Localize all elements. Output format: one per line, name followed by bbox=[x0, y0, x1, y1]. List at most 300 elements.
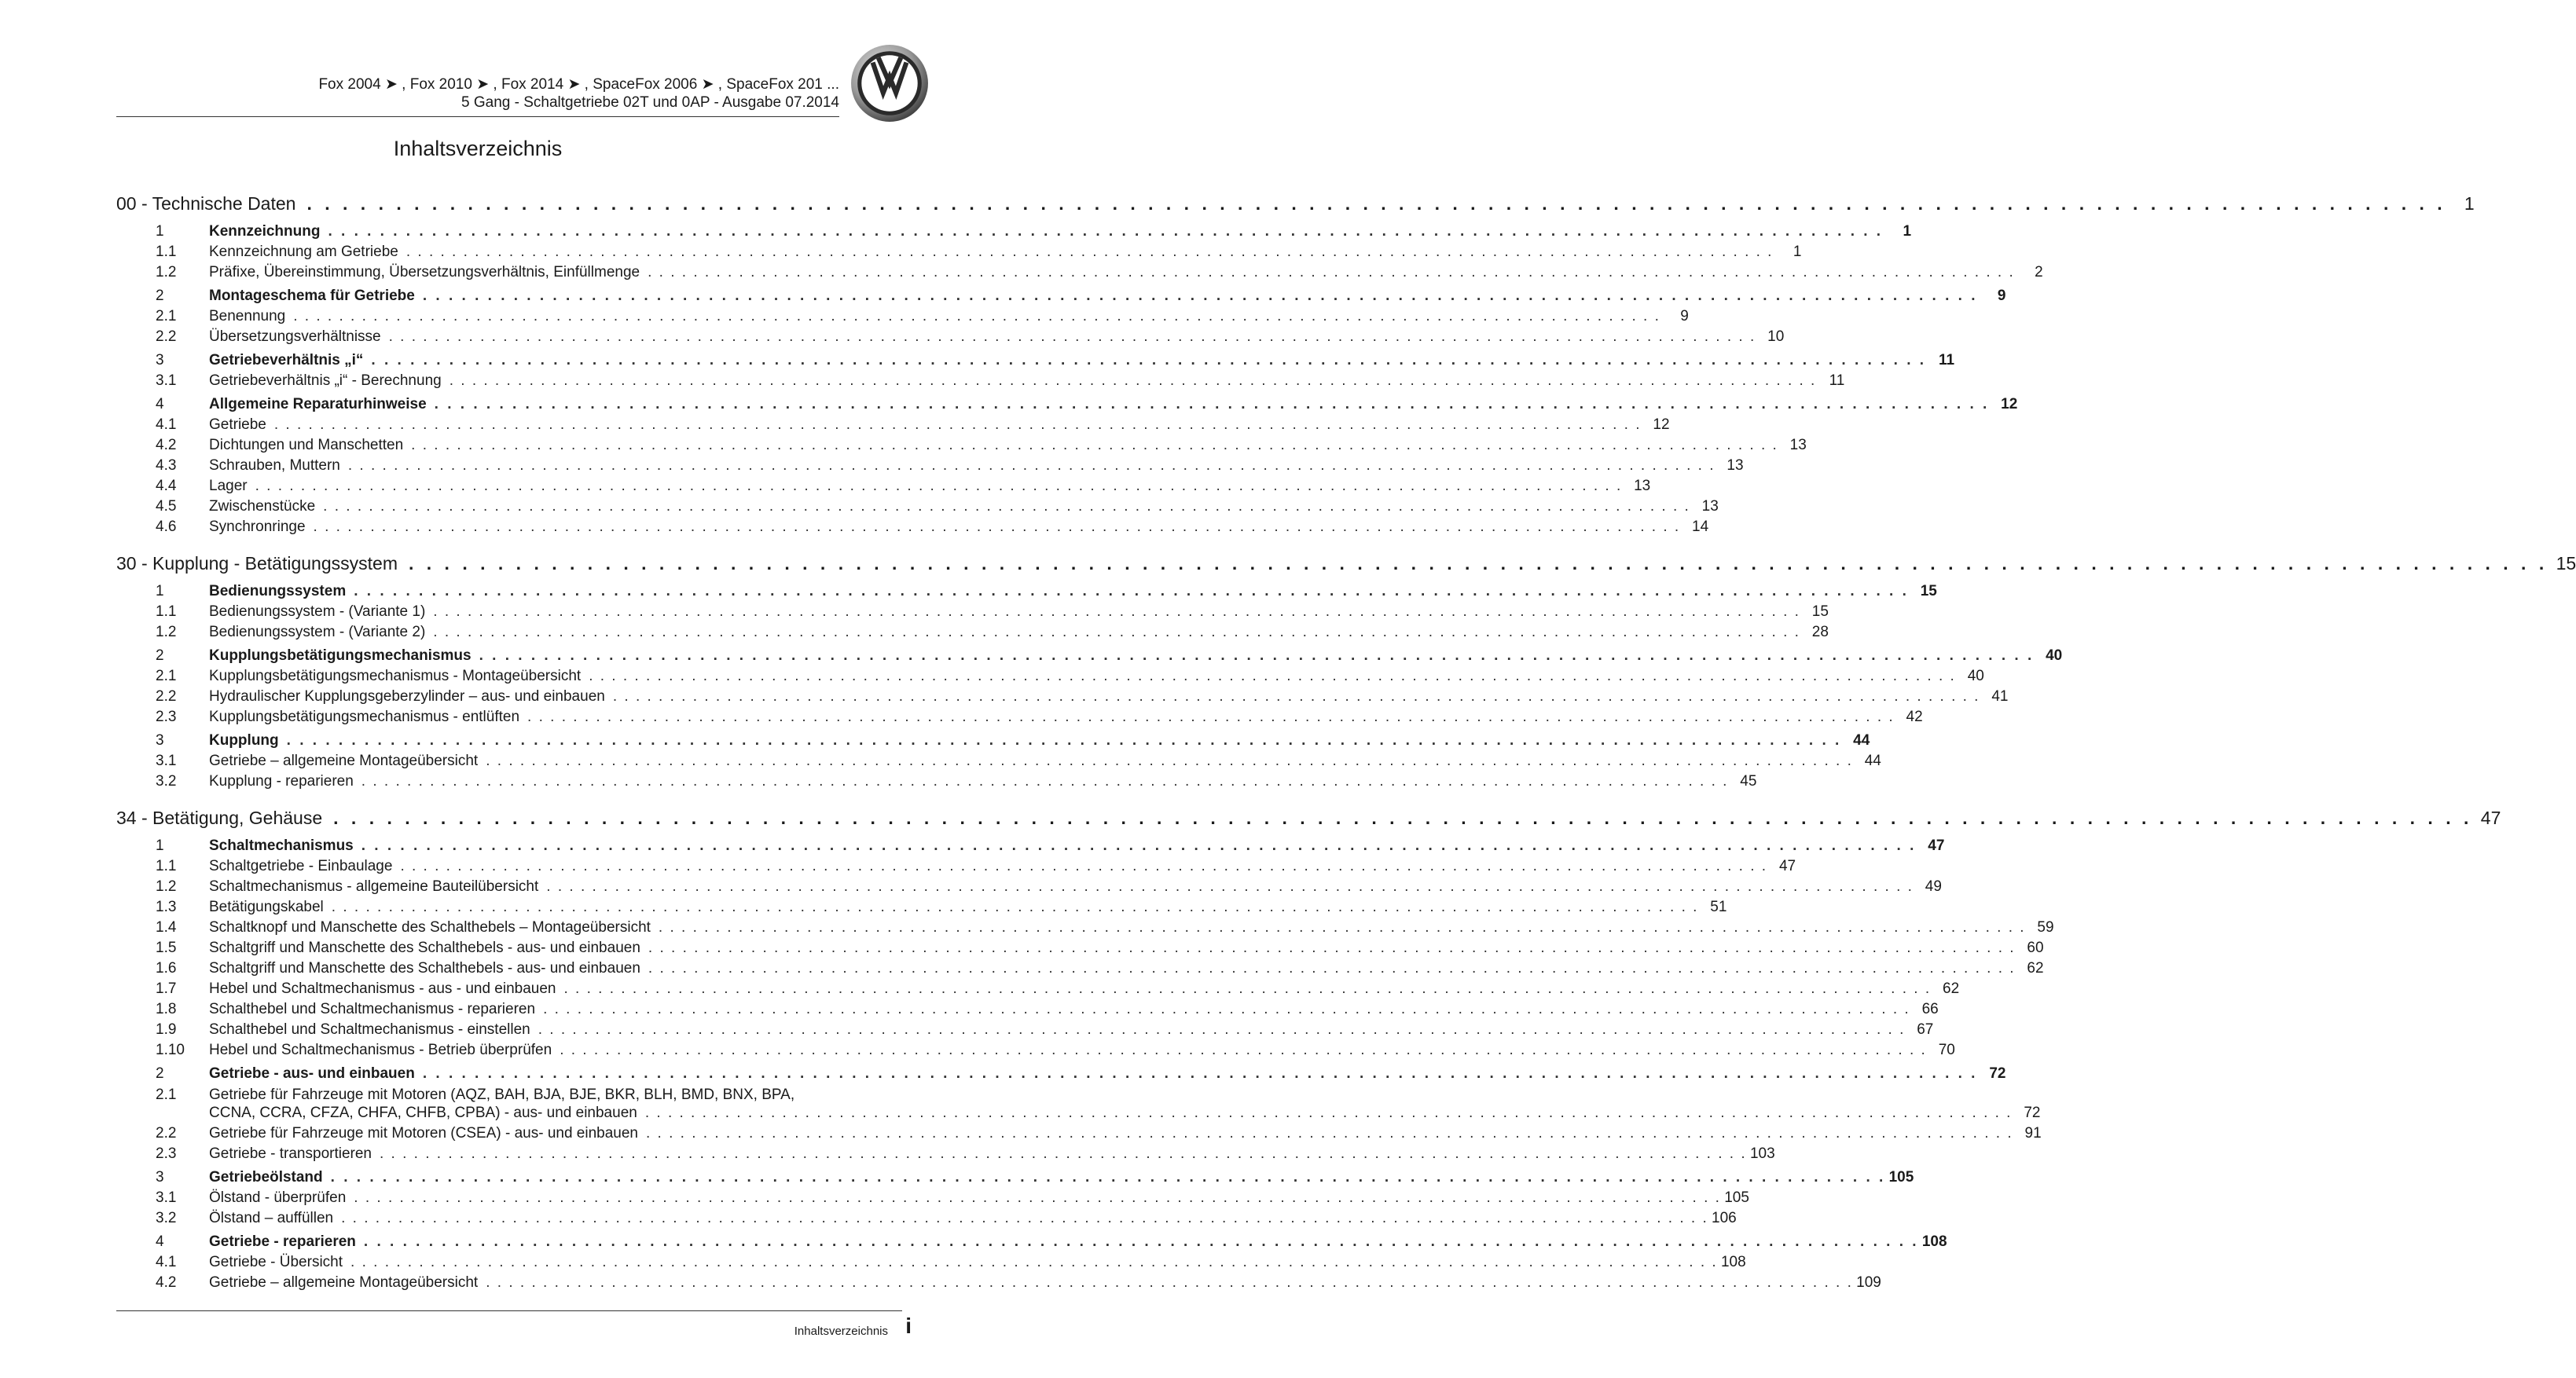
toc-entry[interactable] bbox=[116, 771, 1757, 792]
toc-chapter-line bbox=[116, 190, 2475, 217]
toc-entry-number: 4.2 bbox=[156, 437, 177, 453]
toc-section-page: 44 bbox=[1853, 732, 1870, 749]
toc-section[interactable] bbox=[116, 394, 2018, 415]
toc-entry-number: 3.1 bbox=[156, 1189, 177, 1206]
toc-entry-line bbox=[209, 497, 1719, 517]
dot-leader: . . . . . . . . . . . . . . . . . . . . . . . . . . . . . . . . . . . . . . . . . . . . . . . . . . . . . . . . . . . . . . . . . . . . . . . . . . . . . . . . . . . . . . . . . . . . . . . . . . . . . . . . . . . . . . . . . . . . . . . . bbox=[648, 940, 2016, 956]
dot-leader: . . . . . . . . . . . . . . . . . . . . . . . . . . . . . . . . . . . . . . . . . . . . . . . . . . . . . . . . . . . . . . . . . . . . . . . . . . . . . . . . . . . . . . . . . . . . . . . . . . . . . . . . . . . . . . . . . . . . . . . . bbox=[333, 808, 2473, 828]
toc-entry-number: 3.2 bbox=[156, 773, 177, 790]
toc-entry-title: Dichtungen und Manschetten bbox=[209, 437, 404, 453]
toc-entry-line bbox=[209, 517, 1709, 537]
toc-entry-title: Schalthebel und Schaltmechanismus - reparieren bbox=[209, 1001, 536, 1017]
toc-entry-title: Kupplungsbetätigungsmechanismus - Montageübersicht bbox=[209, 668, 582, 684]
toc-section-page: 40 bbox=[2046, 647, 2063, 664]
toc-entry[interactable] bbox=[116, 1144, 1775, 1164]
toc-entry[interactable] bbox=[116, 242, 1802, 262]
dot-leader: . . . . . . . . . . . . . . . . . . . . . . . . . . . . . . . . . . . . . . . . . . . . . . . . . . . . . . . . . . . . . . . . . . . . . . . . . . . . . . . . . . . . . . . . . . . . . . . . . . . . . . . . . . . . . . . . . . . . . . . . bbox=[658, 919, 2026, 936]
toc-entry-line bbox=[209, 856, 1796, 877]
dot-leader: . . . . . . . . . . . . . . . . . . . . . . . . . . . . . . . . . . . . . . . . . . . . . . . . . . . . . . . . . . . . . . . . . . . . . . . . . . . . . . . . . . . . . . . . . . . . . . . . . . . . . . . . . . . . . . . . . . . . . . . . bbox=[486, 753, 1853, 769]
toc-entry-page: 2 bbox=[2035, 264, 2043, 280]
dot-leader: . . . . . . . . . . . . . . . . . . . . . . . . . . . . . . . . . . . . . . . . . . . . . . . . . . . . . . . . . . . . . . . . . . . . . . . . . . . . . . . . . . . . . . . . . . . . . . . . . . . . . . . . . . . . . . . . . . . . . . . . bbox=[433, 624, 1800, 640]
toc-section-page: 9 bbox=[1997, 288, 2006, 304]
toc-section-page: 47 bbox=[1928, 837, 1945, 854]
toc-entry[interactable] bbox=[116, 979, 1960, 999]
header-rule bbox=[116, 116, 839, 117]
toc-entry-page: 62 bbox=[1943, 980, 1960, 997]
toc-entry-title: Schaltgetriebe - Einbaulage bbox=[209, 858, 393, 874]
toc-section-line bbox=[209, 731, 1870, 751]
dot-leader: . . . . . . . . . . . . . . . . . . . . . . . . . . . . . . . . . . . . . . . . . . . . . . . . . . . . . . . . . . . . . . . . . . . . . . . . . . . . . . . . . . . . . . . . . . . . . . . . . . . . . . . . . . . . . . . . . . . . . . . . bbox=[354, 583, 1909, 599]
toc-entry[interactable] bbox=[116, 897, 1727, 918]
dot-leader: . . . . . . . . . . . . . . . . . . . . . . . . . . . . . . . . . . . . . . . . . . . . . . . . . . . . . . . . . . . . . . . . . . . . . . . . . . . . . . . . . . . . . . . . . . . . . . . . . . . . . . . . . . . . . . . . . . . . . . . . bbox=[449, 372, 1817, 389]
dot-leader: . . . . . . . . . . . . . . . . . . . . . . . . . . . . . . . . . . . . . . . . . . . . . . . . . . . . . . . . . . . . . . . . . . . . . . . . . . . . . . . . . . . . . . . . . . . . . . . . . . . . . . . . . . . . . . . . . . . . . . . . bbox=[648, 960, 2016, 977]
toc-entry[interactable] bbox=[116, 1123, 2042, 1144]
toc-entry[interactable] bbox=[116, 856, 1796, 877]
toc-chapter[interactable] bbox=[116, 801, 2501, 836]
page-title: Inhaltsverzeichnis bbox=[393, 137, 563, 160]
toc-entry-line bbox=[209, 306, 1689, 327]
toc-entry-page: 11 bbox=[1829, 372, 1845, 389]
toc-entry-line bbox=[209, 1086, 2041, 1122]
toc-section[interactable] bbox=[116, 1232, 1947, 1252]
toc-entry-line bbox=[209, 687, 2009, 707]
toc-entry-line bbox=[209, 897, 1727, 918]
toc-section-title: Kupplung bbox=[209, 732, 279, 749]
toc-chapter[interactable] bbox=[116, 547, 2576, 581]
toc-entry-number: 4.6 bbox=[156, 519, 177, 535]
dot-leader: . . . . . . . . . . . . . . . . . . . . . . . . . . . . . . . . . . . . . . . . . . . . . . . . . . . . . . . . . . . . . . . . . . . . . . . . . . . . . . . . . . . . . . . . . . . . . . . . . . . . . . . . . . . . . . . . . . . . . . . . bbox=[411, 437, 1778, 453]
dot-leader: . . . . . . . . . . . . . . . . . . . . . . . . . . . . . . . . . . . . . . . . . . . . . . . . . . . . . . . . . . . . . . . . . . . . . . . . . . . . . . . . . . . . . . . . . . . . . . . . . . . . . . . . . . . . . . . . . . . . . . . . bbox=[527, 709, 1895, 725]
dot-leader: . . . . . . . . . . . . . . . . . . . . . . . . . . . . . . . . . . . . . . . . . . . . . . . . . . . . . . . . . . . . . . . . . . . . . . . . . . . . . . . . . . . . . . . . . . . . . . . . . . . . . . . . . . . . . . . . . . . . . . . . bbox=[331, 899, 1699, 915]
toc-entry-page: 42 bbox=[1906, 709, 1923, 725]
toc-section[interactable] bbox=[116, 836, 1945, 856]
dot-leader: . . . . . . . . . . . . . . . . . . . . . . . . . . . . . . . . . . . . . . . . . . . . . . . . . . . . . . . . . . . . . . . . . . . . . . . . . . . . . . . . . . . . . . . . . . . . . . . . . . . . . . . . . . . . . . . . . . . . . . . . bbox=[341, 1210, 1708, 1226]
toc-entry-number: 1.9 bbox=[156, 1021, 177, 1038]
toc-section-page: 12 bbox=[2001, 396, 2018, 412]
dot-leader: . . . . . . . . . . . . . . . . . . . . . . . . . . . . . . . . . . . . . . . . . . . . . . . . . . . . . . . . . . . . . . . . . . . . . . . . . . . . . . . . . . . . . . . . . . . . . . . . . . . . . . . . . . . . . . . . . . . . . . . . bbox=[361, 773, 1729, 790]
toc-section-number: 1 bbox=[156, 837, 164, 854]
toc-section-title: Schaltmechanismus bbox=[209, 837, 354, 854]
toc-section-page: 108 bbox=[1921, 1233, 1947, 1250]
toc-entry-title: Lager bbox=[209, 478, 248, 494]
toc-entry-title: Kennzeichnung am Getriebe bbox=[209, 244, 398, 260]
toc-entry-line bbox=[209, 958, 2044, 979]
toc-entry-number: 3.1 bbox=[156, 753, 177, 769]
toc-entry-page: 13 bbox=[1789, 437, 1807, 453]
toc-entry-number: 4.4 bbox=[156, 478, 177, 494]
toc-entry-number: 1.6 bbox=[156, 960, 177, 977]
toc-section-number: 4 bbox=[156, 396, 164, 412]
toc-entry-number: 4.3 bbox=[156, 457, 177, 474]
toc-entry[interactable] bbox=[116, 707, 1923, 727]
toc-entry-page: 109 bbox=[1856, 1274, 1881, 1291]
dot-leader: . . . . . . . . . . . . . . . . . . . . . . . . . . . . . . . . . . . . . . . . . . . . . . . . . . . . . . . . . . . . . . . . . . . . . . . . . . . . . . . . . . . . . . . . . . . . . . . . . . . . . . . . . . . . . . . . . . . . . . . . bbox=[306, 193, 2446, 214]
toc-chapter-title: 34 - Betätigung, Gehäuse bbox=[116, 808, 323, 828]
dot-leader: . . . . . . . . . . . . . . . . . . . . . . . . . . . . . . . . . . . . . . . . . . . . . . . . . . . . . . . . . . . . . . . . . . . . . . . . . . . . . . . . . . . . . . . . . . . . . . . . . . . . . . . . . . . . . . . . . . . . . . . . bbox=[380, 1145, 1747, 1162]
toc-entry-number: 1.2 bbox=[156, 624, 177, 640]
toc-section-line bbox=[209, 286, 2006, 306]
toc-entry-title: Schaltknopf und Manschette des Schalthebels – Montageübersicht bbox=[209, 919, 651, 936]
toc-entry-line bbox=[209, 1273, 1881, 1293]
toc-entry-page: 12 bbox=[1653, 416, 1670, 433]
toc-entry[interactable] bbox=[116, 687, 2009, 707]
dot-leader: . . . . . . . . . . . . . . . . . . . . . . . . . . . . . . . . . . . . . . . . . . . . . . . . . . . . . . . . . . . . . . . . . . . . . . . . . . . . . . . . . . . . . . . . . . . . . . . . . . . . . . . . . . . . . . . . . . . . . . . . bbox=[330, 1169, 1886, 1186]
dot-leader: . . . . . . . . . . . . . . . . . . . . . . . . . . . . . . . . . . . . . . . . . . . . . . . . . . . . . . . . . . . . . . . . . . . . . . . . . . . . . . . . . . . . . . . . . . . . . . . . . . . . . . . . . . . . . . . . . . . . . . . . bbox=[400, 858, 1768, 874]
footer-page-number: i bbox=[905, 1314, 912, 1338]
toc-chapter-line bbox=[116, 550, 2576, 577]
toc-entry-line bbox=[209, 1208, 1737, 1229]
toc-entry-number: 2.3 bbox=[156, 1145, 177, 1162]
toc-entry-title-2: CCNA, CCRA, CFZA, CHFA, CHFB, CPBA) - aus- und einbauen bbox=[209, 1105, 637, 1121]
toc-entry-title: Schalthebel und Schaltmechanismus - einstellen bbox=[209, 1021, 530, 1038]
toc-entry-line bbox=[209, 751, 1881, 771]
dot-leader: . . . . . . . . . . . . . . . . . . . . . . . . . . . . . . . . . . . . . . . . . . . . . . . . . . . . . . . . . . . . . . . . . . . . . . . . . . . . . . . . . . . . . . . . . . . . . . . . . . . . . . . . . . . . . . . . . . . . . . . . bbox=[546, 878, 1914, 895]
toc-entry-line bbox=[209, 327, 1785, 347]
toc-section-page: 1 bbox=[1903, 223, 1912, 240]
toc-entry-page: 28 bbox=[1811, 624, 1829, 640]
dot-leader: . . . . . . . . . . . . . . . . . . . . . . . . . . . . . . . . . . . . . . . . . . . . . . . . . . . . . . . . . . . . . . . . . . . . . . . . . . . . . . . . . . . . . . . . . . . . . . . . . . . . . . . . . . . . . . . . . . . . . . . . bbox=[563, 980, 1932, 997]
toc-section-page: 72 bbox=[1989, 1065, 2006, 1082]
toc-section-page: 11 bbox=[1938, 352, 1955, 368]
toc-entry-line bbox=[209, 771, 1757, 792]
toc-chapter-line bbox=[116, 804, 2501, 831]
toc-section-number: 3 bbox=[156, 352, 164, 368]
toc-entry-page: 40 bbox=[1967, 668, 1984, 684]
dot-leader: . . . . . . . . . . . . . . . . . . . . . . . . . . . . . . . . . . . . . . . . . . . . . . . . . . . . . . . . . . . . . . . . . . . . . . . . . . . . . . . . . . . . . . . . . . . . . . . . . . . . . . . . . . . . . . . . . . . . . . . . bbox=[323, 498, 1690, 515]
dot-leader: . . . . . . . . . . . . . . . . . . . . . . . . . . . . . . . . . . . . . . . . . . . . . . . . . . . . . . . . . . . . . . . . . . . . . . . . . . . . . . . . . . . . . . . . . . . . . . . . . . . . . . . . . . . . . . . . . . . . . . . . bbox=[422, 288, 1978, 304]
toc-entry-line bbox=[209, 707, 1923, 727]
toc-entry-page: 47 bbox=[1778, 858, 1796, 874]
header-subtitle: 5 Gang - Schaltgetriebe 02T und 0AP - Ausgabe 07.2014 bbox=[461, 94, 839, 111]
toc-entry-title: Zwischenstücke bbox=[209, 498, 316, 515]
toc-entry[interactable] bbox=[116, 1208, 1737, 1229]
toc-entry-title: Betätigungskabel bbox=[209, 899, 324, 915]
toc-entry-number: 4.1 bbox=[156, 1254, 177, 1270]
toc-entry-number: 2.3 bbox=[156, 709, 177, 725]
toc-entry-number: 1.3 bbox=[156, 899, 177, 915]
toc-section[interactable] bbox=[116, 286, 2006, 306]
dot-leader: . . . . . . . . . . . . . . . . . . . . . . . . . . . . . . . . . . . . . . . . . . . . . . . . . . . . . . . . . . . . . . . . . . . . . . . . . . . . . . . . . . . . . . . . . . . . . . . . . . . . . . . . . . . . . . . . . . . . . . . . bbox=[350, 1254, 1718, 1270]
dot-leader: . . . . . . . . . . . . . . . . . . . . . . . . . . . . . . . . . . . . . . . . . . . . . . . . . . . . . . . . . . . . . . . . . . . . . . . . . . . . . . . . . . . . . . . . . . . . . . . . . . . . . . . . . . . . . . . . . . . . . . . . bbox=[434, 396, 1990, 412]
toc-entry-number: 1.1 bbox=[156, 858, 177, 874]
toc-entry-title: Getriebe – allgemeine Montageübersicht bbox=[209, 753, 479, 769]
dot-leader: . . . . . . . . . . . . . . . . . . . . . . . . . . . . . . . . . . . . . . . . . . . . . . . . . . . . . . . . . . . . . . . . . . . . . . . . . . . . . . . . . . . . . . . . . . . . . . . . . . . . . . . . . . . . . . . . . . . . . . . . bbox=[408, 553, 2548, 574]
dot-leader: . . . . . . . . . . . . . . . . . . . . . . . . . . . . . . . . . . . . . . . . . . . . . . . . . . . . . . . . . . . . . . . . . . . . . . . . . . . . . . . . . . . . . . . . . . . . . . . . . . . . . . . . . . . . . . . . . . . . . . . . bbox=[361, 837, 1917, 854]
toc-entry-page: 9 bbox=[1680, 308, 1689, 324]
toc-entry-number: 4.5 bbox=[156, 498, 177, 515]
toc-entry-page: 13 bbox=[1634, 478, 1651, 494]
dot-leader: . . . . . . . . . . . . . . . . . . . . . . . . . . . . . . . . . . . . . . . . . . . . . . . . . . . . . . . . . . . . . . . . . . . . . . . . . . . . . . . . . . . . . . . . . . . . . . . . . . . . . . . . . . . . . . . . . . . . . . . . bbox=[328, 223, 1884, 240]
toc-entry-page: 51 bbox=[1710, 899, 1727, 915]
footer-rule bbox=[116, 1310, 902, 1311]
toc-entry-title: Hydraulischer Kupplungsgeberzylinder – aus- und einbauen bbox=[209, 688, 605, 705]
footer-label: Inhaltsverzeichnis bbox=[794, 1325, 888, 1338]
toc-section-title: Getriebeverhältnis „i“ bbox=[209, 352, 364, 368]
toc-section-line bbox=[209, 394, 2018, 415]
toc-entry-title: Getriebeverhältnis „i“ - Berechnung bbox=[209, 372, 442, 389]
toc-entry-page: 14 bbox=[1692, 519, 1709, 535]
dot-leader: . . . . . . . . . . . . . . . . . . . . . . . . . . . . . . . . . . . . . . . . . . . . . . . . . . . . . . . . . . . . . . . . . . . . . . . . . . . . . . . . . . . . . . . . . . . . . . . . . . . . . . . . . . . . . . . . . . . . . . . . bbox=[255, 478, 1623, 494]
toc-entry-page: 10 bbox=[1767, 328, 1785, 345]
toc-entry[interactable] bbox=[116, 751, 1881, 771]
toc-entry-title: Hebel und Schaltmechanismus - Betrieb überprüfen bbox=[209, 1042, 552, 1058]
toc-section-number: 1 bbox=[156, 583, 164, 599]
dot-leader: . . . . . . . . . . . . . . . . . . . . . . . . . . . . . . . . . . . . . . . . . . . . . . . . . . . . . . . . . . . . . . . . . . . . . . . . . . . . . . . . . . . . . . . . . . . . . . . . . . . . . . . . . . . . . . . . . . . . . . . . bbox=[422, 1065, 1978, 1082]
dot-leader: . . . . . . . . . . . . . . . . . . . . . . . . . . . . . . . . . . . . . . . . . . . . . . . . . . . . . . . . . . . . . . . . . . . . . . . . . . . . . . . . . . . . . . . . . . . . . . . . . . . . . . . . . . . . . . . . . . . . . . . . bbox=[644, 1105, 2013, 1121]
toc-entry-line bbox=[209, 918, 2054, 938]
toc-entry-title: Ölstand - überprüfen bbox=[209, 1189, 347, 1206]
toc-entry-line bbox=[209, 262, 2043, 283]
toc-entry-title: Synchronringe bbox=[209, 519, 306, 535]
toc-section[interactable] bbox=[116, 731, 1870, 751]
toc-entry-title: Kupplungsbetätigungsmechanismus - entlüften bbox=[209, 709, 520, 725]
dot-leader: . . . . . . . . . . . . . . . . . . . . . . . . . . . . . . . . . . . . . . . . . . . . . . . . . . . . . . . . . . . . . . . . . . . . . . . . . . . . . . . . . . . . . . . . . . . . . . . . . . . . . . . . . . . . . . . . . . . . . . . . bbox=[538, 1021, 1906, 1038]
toc-entry-title: Schaltmechanismus - allgemeine Bauteilübersicht bbox=[209, 878, 539, 895]
dot-leader: . . . . . . . . . . . . . . . . . . . . . . . . . . . . . . . . . . . . . . . . . . . . . . . . . . . . . . . . . . . . . . . . . . . . . . . . . . . . . . . . . . . . . . . . . . . . . . . . . . . . . . . . . . . . . . . . . . . . . . . . bbox=[405, 244, 1774, 260]
toc-entry-line bbox=[209, 415, 1670, 435]
toc-entry[interactable] bbox=[116, 1188, 1749, 1208]
dot-leader: . . . . . . . . . . . . . . . . . . . . . . . . . . . . . . . . . . . . . . . . . . . . . . . . . . . . . . . . . . . . . . . . . . . . . . . . . . . . . . . . . . . . . . . . . . . . . . . . . . . . . . . . . . . . . . . . . . . . . . . . bbox=[486, 1274, 1853, 1291]
toc-entry-page: 41 bbox=[1991, 688, 2009, 705]
toc-section-title: Getriebeölstand bbox=[209, 1169, 323, 1186]
toc-entry-page: 13 bbox=[1701, 498, 1719, 515]
toc-entry-page: 1 bbox=[1793, 244, 1802, 260]
toc-entry-line bbox=[209, 999, 1939, 1020]
toc-entry-number: 2.1 bbox=[156, 1087, 177, 1103]
toc-section-title: Montageschema für Getriebe bbox=[209, 288, 415, 304]
toc-section-page: 105 bbox=[1888, 1169, 1914, 1186]
toc-entry[interactable] bbox=[116, 958, 2044, 979]
dot-leader: . . . . . . . . . . . . . . . . . . . . . . . . . . . . . . . . . . . . . . . . . . . . . . . . . . . . . . . . . . . . . . . . . . . . . . . . . . . . . . . . . . . . . . . . . . . . . . . . . . . . . . . . . . . . . . . . . . . . . . . . bbox=[543, 1001, 1910, 1017]
toc-entry[interactable] bbox=[116, 1020, 1934, 1040]
toc-section-number: 4 bbox=[156, 1233, 164, 1250]
toc-entry[interactable] bbox=[116, 306, 1689, 327]
toc-entry-line bbox=[209, 1040, 1955, 1061]
dot-leader: . . . . . . . . . . . . . . . . . . . . . . . . . . . . . . . . . . . . . . . . . . . . . . . . . . . . . . . . . . . . . . . . . . . . . . . . . . . . . . . . . . . . . . . . . . . . . . . . . . . . . . . . . . . . . . . . . . . . . . . . bbox=[354, 1189, 1721, 1206]
toc-entry-line bbox=[209, 622, 1829, 643]
toc-section[interactable] bbox=[116, 581, 1937, 602]
toc-entry-line bbox=[209, 979, 1960, 999]
dot-leader: . . . . . . . . . . . . . . . . . . . . . . . . . . . . . . . . . . . . . . . . . . . . . . . . . . . . . . . . . . . . . . . . . . . . . . . . . . . . . . . . . . . . . . . . . . . . . . . . . . . . . . . . . . . . . . . . . . . . . . . . bbox=[313, 519, 1681, 535]
toc-section-number: 2 bbox=[156, 288, 164, 304]
toc-entry-title: Schaltgriff und Manschette des Schalthebels - aus- und einbauen bbox=[209, 940, 640, 956]
toc-section-title: Kennzeichnung bbox=[209, 223, 321, 240]
toc-entry-title: Kupplung - reparieren bbox=[209, 773, 354, 790]
toc-chapter-title: 30 - Kupplung - Betätigungssystem bbox=[116, 553, 398, 574]
toc-entry-title: Schaltgriff und Manschette des Schalthebels - aus- und einbauen bbox=[209, 960, 640, 977]
toc-entry-title: Getriebe bbox=[209, 416, 266, 433]
toc-section[interactable] bbox=[116, 350, 1955, 371]
toc-entry-line bbox=[209, 1020, 1934, 1040]
toc-entry-number: 1.10 bbox=[156, 1042, 185, 1058]
toc-section-line bbox=[209, 1232, 1947, 1252]
toc-entry-title: Bedienungssystem - (Variante 2) bbox=[209, 624, 426, 640]
dot-leader: . . . . . . . . . . . . . . . . . . . . . . . . . . . . . . . . . . . . . . . . . . . . . . . . . . . . . . . . . . . . . . . . . . . . . . . . . . . . . . . . . . . . . . . . . . . . . . . . . . . . . . . . . . . . . . . . . . . . . . . . bbox=[479, 647, 2035, 664]
toc-entry-page: 49 bbox=[1925, 878, 1942, 895]
toc-entry-title: Hebel und Schaltmechanismus - aus - und einbauen bbox=[209, 980, 556, 997]
toc-entry-title: Schrauben, Muttern bbox=[209, 457, 340, 474]
dot-leader: . . . . . . . . . . . . . . . . . . . . . . . . . . . . . . . . . . . . . . . . . . . . . . . . . . . . . . . . . . . . . . . . . . . . . . . . . . . . . . . . . . . . . . . . . . . . . . . . . . . . . . . . . . . . . . . . . . . . . . . . bbox=[363, 1233, 1919, 1250]
toc-entry[interactable] bbox=[116, 476, 1651, 497]
toc-entry-line bbox=[209, 1123, 2042, 1144]
toc-section-title: Kupplungsbetätigungsmechanismus bbox=[209, 647, 472, 664]
toc-entry-number: 1.7 bbox=[156, 980, 177, 997]
toc-entry-page: 67 bbox=[1917, 1021, 1934, 1038]
toc-section-title: Getriebe - aus- und einbauen bbox=[209, 1065, 415, 1082]
toc-section[interactable] bbox=[116, 646, 2063, 666]
toc-entry-number: 2.2 bbox=[156, 688, 177, 705]
toc-section-title: Bedienungssystem bbox=[209, 583, 347, 599]
toc-entry-page: 66 bbox=[1921, 1001, 1939, 1017]
toc-entry-title: Ölstand – auffüllen bbox=[209, 1210, 334, 1226]
toc-entry[interactable] bbox=[116, 415, 1670, 435]
toc-entry-page: 91 bbox=[2024, 1125, 2042, 1142]
toc-entry-title: Getriebe - Übersicht bbox=[209, 1254, 343, 1270]
toc-entry[interactable] bbox=[116, 435, 1807, 456]
toc-entry-line bbox=[209, 602, 1829, 622]
toc-section-number: 1 bbox=[156, 223, 164, 240]
dot-leader: . . . . . . . . . . . . . . . . . . . . . . . . . . . . . . . . . . . . . . . . . . . . . . . . . . . . . . . . . . . . . . . . . . . . . . . . . . . . . . . . . . . . . . . . . . . . . . . . . . . . . . . . . . . . . . . . . . . . . . . . bbox=[371, 352, 1927, 368]
toc-entry[interactable] bbox=[116, 497, 1719, 517]
toc-entry-number: 4.1 bbox=[156, 416, 177, 433]
dot-leader: . . . . . . . . . . . . . . . . . . . . . . . . . . . . . . . . . . . . . . . . . . . . . . . . . . . . . . . . . . . . . . . . . . . . . . . . . . . . . . . . . . . . . . . . . . . . . . . . . . . . . . . . . . . . . . . . . . . . . . . . bbox=[560, 1042, 1927, 1058]
vw-logo-icon bbox=[849, 43, 930, 123]
toc-entry-number: 2.2 bbox=[156, 1125, 177, 1142]
toc-section[interactable] bbox=[116, 1167, 1914, 1188]
document-header bbox=[116, 75, 839, 112]
toc-entry[interactable] bbox=[116, 602, 1829, 622]
toc-entry-line bbox=[209, 1188, 1749, 1208]
dot-leader: . . . . . . . . . . . . . . . . . . . . . . . . . . . . . . . . . . . . . . . . . . . . . . . . . . . . . . . . . . . . . . . . . . . . . . . . . . . . . . . . . . . . . . . . . . . . . . . . . . . . . . . . . . . . . . . . . . . . . . . . bbox=[273, 416, 1642, 433]
toc-section-line bbox=[209, 222, 1912, 242]
toc-entry-number: 1.4 bbox=[156, 919, 177, 936]
toc-entry[interactable] bbox=[116, 371, 1845, 391]
toc-entry[interactable] bbox=[116, 456, 1744, 476]
toc-entry-number: 2.1 bbox=[156, 308, 177, 324]
toc-section-title: Allgemeine Reparaturhinweise bbox=[209, 396, 427, 412]
toc-entry-number: 1.2 bbox=[156, 264, 177, 280]
toc-section-line bbox=[209, 350, 1955, 371]
dot-leader: . . . . . . . . . . . . . . . . . . . . . . . . . . . . . . . . . . . . . . . . . . . . . . . . . . . . . . . . . . . . . . . . . . . . . . . . . . . . . . . . . . . . . . . . . . . . . . . . . . . . . . . . . . . . . . . . . . . . . . . . bbox=[646, 1125, 2013, 1142]
toc-entry-title: Übersetzungsverhältnisse bbox=[209, 328, 381, 345]
toc-entry[interactable] bbox=[116, 262, 2043, 283]
toc-entry-page: 70 bbox=[1938, 1042, 1955, 1058]
toc-entry[interactable] bbox=[116, 938, 2044, 958]
toc-section[interactable] bbox=[116, 222, 1912, 242]
toc-entry-number: 1.2 bbox=[156, 878, 177, 895]
toc-entry-title: Getriebe – allgemeine Montageübersicht bbox=[209, 1274, 479, 1291]
toc-entry[interactable] bbox=[116, 1252, 1746, 1273]
toc-chapter[interactable] bbox=[116, 187, 2475, 222]
toc-entry-page: 44 bbox=[1864, 753, 1881, 769]
toc-section-line bbox=[209, 581, 1937, 602]
toc-section-line bbox=[209, 1167, 1914, 1188]
toc-chapter-title: 00 - Technische Daten bbox=[116, 193, 296, 214]
toc-entry-page: 72 bbox=[2024, 1105, 2041, 1121]
toc-entry[interactable] bbox=[116, 666, 1984, 687]
toc-entry-page: 45 bbox=[1740, 773, 1757, 790]
toc-entry-number: 4.2 bbox=[156, 1274, 177, 1291]
toc-entry-title: Präfixe, Übereinstimmung, Übersetzungsverhältnis, Einfüllmenge bbox=[209, 264, 640, 280]
dot-leader: . . . . . . . . . . . . . . . . . . . . . . . . . . . . . . . . . . . . . . . . . . . . . . . . . . . . . . . . . . . . . . . . . . . . . . . . . . . . . . . . . . . . . . . . . . . . . . . . . . . . . . . . . . . . . . . . . . . . . . . . bbox=[388, 328, 1756, 345]
toc-entry-page: 60 bbox=[2027, 940, 2044, 956]
toc-section-number: 3 bbox=[156, 732, 164, 749]
toc-entry[interactable] bbox=[116, 1040, 1955, 1061]
toc-entry-line bbox=[209, 877, 1942, 897]
toc-entry[interactable] bbox=[116, 517, 1709, 537]
toc-entry-title: Bedienungssystem - (Variante 1) bbox=[209, 603, 426, 620]
toc-entry-number: 3.2 bbox=[156, 1210, 177, 1226]
toc-entry-title: Getriebe - transportieren bbox=[209, 1145, 372, 1162]
table-of-contents bbox=[116, 187, 2576, 1293]
toc-entry[interactable] bbox=[116, 622, 1829, 643]
toc-entry-page: 105 bbox=[1724, 1189, 1749, 1206]
toc-entry[interactable] bbox=[116, 1084, 2041, 1123]
toc-entry-line bbox=[209, 1252, 1746, 1273]
toc-entry-title: Getriebe für Fahrzeuge mit Motoren (AQZ, BAH, BJA, BJE, BKR, BLH, BMD, BNX, BPA, bbox=[209, 1087, 795, 1103]
toc-section[interactable] bbox=[116, 1064, 2006, 1084]
toc-chapter-page: 15 bbox=[2556, 553, 2576, 574]
header-models: Fox 2004 ➤ , Fox 2010 ➤ , Fox 2014 ➤ , SpaceFox 2006 ➤ , SpaceFox 201 ... bbox=[318, 76, 839, 93]
toc-entry-page: 15 bbox=[1811, 603, 1829, 620]
toc-entry-line bbox=[209, 242, 1802, 262]
toc-entry-number: 2.1 bbox=[156, 668, 177, 684]
toc-section-number: 3 bbox=[156, 1169, 164, 1186]
toc-section-line bbox=[209, 646, 2063, 666]
toc-entry-number: 2.2 bbox=[156, 328, 177, 345]
toc-entry-number: 1.1 bbox=[156, 244, 177, 260]
toc-entry-title: Getriebe für Fahrzeuge mit Motoren (CSEA) - aus- und einbauen bbox=[209, 1125, 638, 1142]
toc-entry-line bbox=[209, 435, 1807, 456]
toc-chapter-page: 1 bbox=[2464, 193, 2475, 214]
toc-section-number: 2 bbox=[156, 647, 164, 664]
dot-leader: . . . . . . . . . . . . . . . . . . . . . . . . . . . . . . . . . . . . . . . . . . . . . . . . . . . . . . . . . . . . . . . . . . . . . . . . . . . . . . . . . . . . . . . . . . . . . . . . . . . . . . . . . . . . . . . . . . . . . . . . bbox=[589, 668, 1956, 684]
toc-entry-page: 62 bbox=[2027, 960, 2044, 977]
toc-entry[interactable] bbox=[116, 1273, 1881, 1293]
toc-entry-number: 1.5 bbox=[156, 940, 177, 956]
toc-entry-page: 106 bbox=[1712, 1210, 1737, 1226]
toc-section-line bbox=[209, 836, 1945, 856]
toc-entry-number: 1.1 bbox=[156, 603, 177, 620]
toc-entry-page: 59 bbox=[2037, 919, 2054, 936]
toc-entry-line bbox=[209, 371, 1845, 391]
toc-entry[interactable] bbox=[116, 877, 1942, 897]
toc-entry-line bbox=[209, 938, 2044, 958]
dot-leader: . . . . . . . . . . . . . . . . . . . . . . . . . . . . . . . . . . . . . . . . . . . . . . . . . . . . . . . . . . . . . . . . . . . . . . . . . . . . . . . . . . . . . . . . . . . . . . . . . . . . . . . . . . . . . . . . . . . . . . . . bbox=[293, 308, 1660, 324]
toc-section-number: 2 bbox=[156, 1065, 164, 1082]
toc-entry[interactable] bbox=[116, 918, 2054, 938]
toc-entry-title: Benennung bbox=[209, 308, 286, 324]
toc-entry-number: 1.8 bbox=[156, 1001, 177, 1017]
toc-entry-number: 3.1 bbox=[156, 372, 177, 389]
toc-section-line bbox=[209, 1064, 2006, 1084]
toc-entry-line bbox=[209, 1144, 1775, 1164]
toc-entry-line bbox=[209, 476, 1651, 497]
dot-leader: . . . . . . . . . . . . . . . . . . . . . . . . . . . . . . . . . . . . . . . . . . . . . . . . . . . . . . . . . . . . . . . . . . . . . . . . . . . . . . . . . . . . . . . . . . . . . . . . . . . . . . . . . . . . . . . . . . . . . . . . bbox=[347, 457, 1715, 474]
toc-entry[interactable] bbox=[116, 999, 1939, 1020]
toc-entry-line bbox=[209, 666, 1984, 687]
dot-leader: . . . . . . . . . . . . . . . . . . . . . . . . . . . . . . . . . . . . . . . . . . . . . . . . . . . . . . . . . . . . . . . . . . . . . . . . . . . . . . . . . . . . . . . . . . . . . . . . . . . . . . . . . . . . . . . . . . . . . . . . bbox=[612, 688, 1980, 705]
toc-entry-title-cont bbox=[209, 1104, 2041, 1122]
dot-leader: . . . . . . . . . . . . . . . . . . . . . . . . . . . . . . . . . . . . . . . . . . . . . . . . . . . . . . . . . . . . . . . . . . . . . . . . . . . . . . . . . . . . . . . . . . . . . . . . . . . . . . . . . . . . . . . . . . . . . . . . bbox=[648, 264, 2015, 280]
toc-entry-line bbox=[209, 456, 1744, 476]
toc-section-title: Getriebe - reparieren bbox=[209, 1233, 356, 1250]
dot-leader: . . . . . . . . . . . . . . . . . . . . . . . . . . . . . . . . . . . . . . . . . . . . . . . . . . . . . . . . . . . . . . . . . . . . . . . . . . . . . . . . . . . . . . . . . . . . . . . . . . . . . . . . . . . . . . . . . . . . . . . . bbox=[286, 732, 1842, 749]
toc-entry[interactable] bbox=[116, 327, 1785, 347]
toc-entry-page: 103 bbox=[1749, 1145, 1775, 1162]
toc-section-page: 15 bbox=[1920, 583, 1937, 599]
dot-leader: . . . . . . . . . . . . . . . . . . . . . . . . . . . . . . . . . . . . . . . . . . . . . . . . . . . . . . . . . . . . . . . . . . . . . . . . . . . . . . . . . . . . . . . . . . . . . . . . . . . . . . . . . . . . . . . . . . . . . . . . bbox=[433, 603, 1800, 620]
